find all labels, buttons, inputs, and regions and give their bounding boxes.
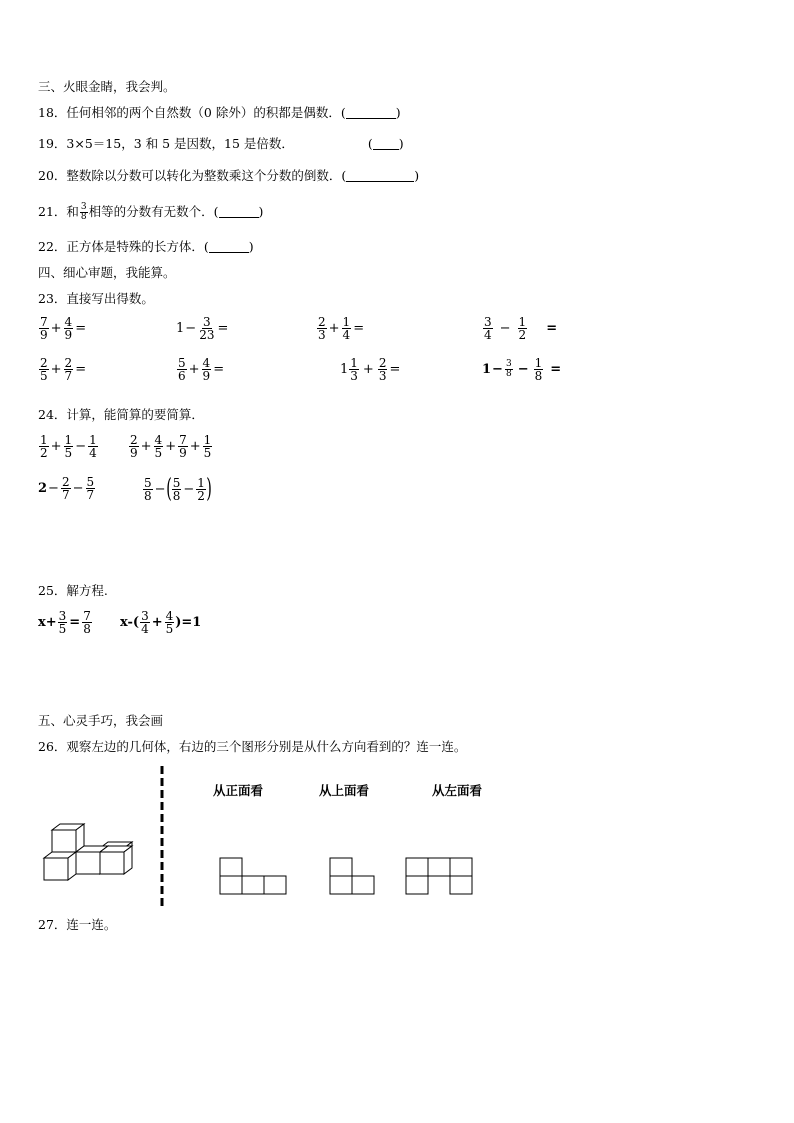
view-shape-3[interactable] [405, 857, 475, 897]
question-25-title: 25．解方程. [38, 583, 108, 598]
expression-23-6: $\frac{5}{6}$ + $\frac{4}{9}$ = [178, 356, 225, 383]
answer-blank-22[interactable] [209, 240, 249, 253]
expression-23-7: 1 $\frac{1}{3}$ + $\frac{2}{3}$ = [340, 356, 401, 383]
cube-solid-figure [40, 820, 144, 884]
label-left-view: 从左面看 [432, 783, 483, 798]
answer-blank-18[interactable] [346, 106, 396, 119]
view-shape-2[interactable] [329, 857, 377, 897]
label-top-view: 从上面看 [319, 783, 370, 798]
expression-23-1: $\frac{7}{9}$ + $\frac{4}{9}$ = [40, 315, 87, 342]
question-18: 18．任何相邻的两个自然数（0 除外）的积都是偶数．( ) [38, 105, 401, 120]
fraction: $\frac{3}{8}$ [80, 202, 87, 222]
equation-25-2: x-( $\frac{3}{4}$ + $\frac{4}{5}$ )=1 [120, 609, 202, 636]
expression-24-4: $\frac{5}{8}$ − ( $\frac{5}{8}$ − $\frac{1}{2}$ ) [144, 474, 212, 504]
section-title-3: 三、火眼金睛，我会判。 [38, 79, 176, 94]
question-26-title: 26．观察左边的几何体，右边的三个图形分别是从什么方向看到的？连一连。 [38, 739, 467, 754]
question-24-title: 24．计算，能简算的要简算． [38, 407, 204, 422]
label-front-view: 从正面看 [213, 783, 264, 798]
question-20-text: 20．整数除以分数可以转化为整数乘这个分数的倒数．( [38, 168, 347, 183]
expression-24-1: $\frac{1}{2}$ + $\frac{1}{5}$ − $\frac{1}{4}$ [40, 433, 97, 460]
question-19: 19．3×5＝15，3 和 5 是因数，15 是倍数． ( ) [38, 136, 404, 151]
expression-23-5: $\frac{2}{5}$ + $\frac{2}{7}$ = [40, 356, 87, 383]
section-title-5: 五、心灵手巧，我会画 [38, 713, 164, 728]
equation-25-1: x+ $\frac{3}{5}$ = $\frac{7}{8}$ [38, 609, 91, 636]
answer-blank-20[interactable] [346, 169, 414, 182]
expression-23-3: $\frac{2}{3}$ + $\frac{1}{4}$ = [318, 315, 365, 342]
view-shape-1[interactable] [219, 857, 289, 897]
question-22-text: 22．正方体是特殊的长方体．( [38, 239, 209, 254]
question-22: 22．正方体是特殊的长方体．( ) [38, 239, 254, 254]
question-19-text: 19．3×5＝15，3 和 5 是因数，15 是倍数． [38, 136, 294, 151]
answer-blank-19[interactable] [373, 137, 399, 150]
divider-dashed-line [159, 766, 165, 908]
question-27-title: 27．连一连。 [38, 917, 117, 932]
expression-23-4: $\frac{3}{4}$ − $\frac{1}{2}$ = [484, 315, 558, 342]
answer-blank-21[interactable] [219, 205, 259, 218]
expression-24-3: 2 − $\frac{2}{7}$ − $\frac{5}{7}$ [38, 475, 95, 502]
question-20: 20．整数除以分数可以转化为整数乘这个分数的倒数．( ) [38, 168, 420, 183]
expression-24-2: $\frac{2}{9}$ + $\frac{4}{5}$ + $\frac{7}{9}$ + $\frac{1}{5}$ [130, 433, 212, 460]
expression-23-2: 1 − $\frac{3}{23}$ = [176, 315, 229, 342]
question-21: 21．和 $\frac{3}{8}$ 相等的分数有无数个．( ) [38, 202, 264, 222]
question-23-title: 23．直接写出得数。 [38, 291, 154, 306]
question-18-text: 18．任何相邻的两个自然数（0 除外）的积都是偶数．( [38, 105, 346, 120]
expression-23-8: 1 − $\frac{3}{8}$ − $\frac{1}{8}$ = [482, 356, 562, 383]
section-title-4: 四、细心审题，我能算。 [38, 265, 176, 280]
